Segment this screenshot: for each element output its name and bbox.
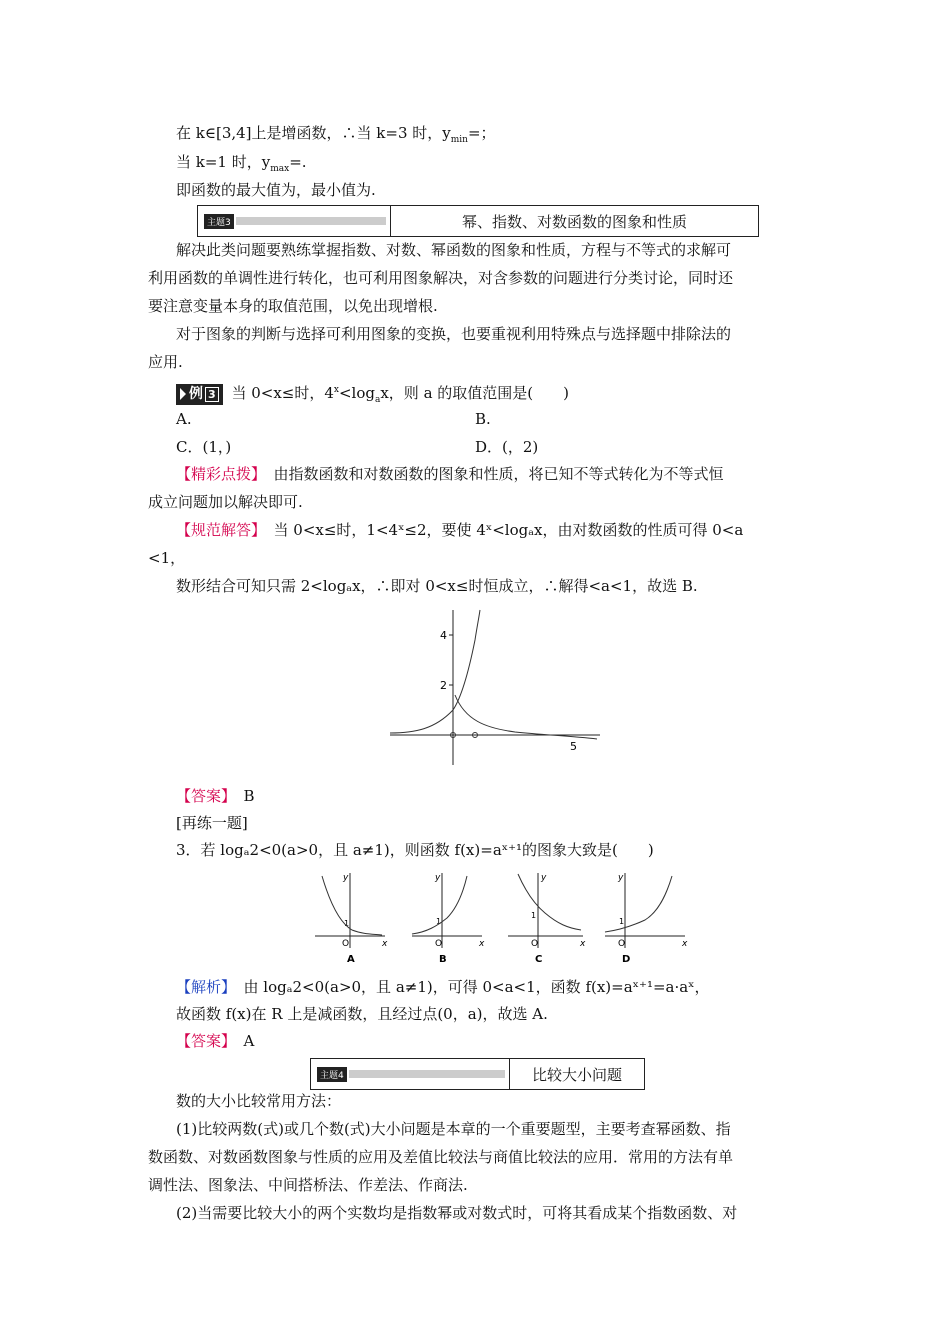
svg-text:y: y	[343, 873, 349, 883]
analysis-tag: 【解析】	[176, 978, 229, 996]
graph-d	[605, 873, 688, 965]
svg-text:x: x	[580, 939, 586, 949]
text-line: 应用.	[148, 353, 183, 371]
svg-text:O: O	[435, 939, 443, 949]
y-tick-4: 4	[440, 629, 447, 642]
topic-header	[310, 1058, 645, 1090]
function-graph	[385, 605, 605, 770]
text-line: 数函数、对数函数图象与性质的应用及差值比较法与商值比较法的应用．常用的方法有单	[148, 1148, 734, 1166]
text-line: (1)比较两数(式)或几个数(式)大小问题是本章的一个重要题型，主要考查幂函数、指	[176, 1120, 731, 1138]
answer-tag: 【答案】	[176, 787, 229, 805]
svg-text:y: y	[435, 873, 441, 883]
example-badge: 例 3	[176, 384, 223, 405]
graph-a	[315, 873, 388, 965]
practice-header: [再练一题]	[176, 814, 248, 832]
topic-bar	[349, 1070, 505, 1078]
hint-line: 【精彩点拨】 由指数函数和对数函数的图象和性质，将已知不等式转化为不等式恒	[176, 465, 724, 483]
svg-text:y: y	[618, 873, 624, 883]
text-line: 要注意变量本身的取值范围，以免出现增根.	[148, 297, 438, 315]
practice-question: 3．若 logₐ2<0(a>0，且 a≠1)，则函数 f(x)=aˣ⁺¹的图象大致是( )	[176, 841, 654, 859]
svg-text:1: 1	[344, 919, 350, 928]
option-d: D．(，2)	[475, 438, 539, 456]
exp-curve	[390, 610, 480, 733]
choice-graphs	[310, 868, 695, 968]
svg-text:x: x	[479, 939, 485, 949]
topic-title: 比较大小问题	[531, 1065, 622, 1084]
text-line: <1，	[148, 549, 186, 567]
text-line: 在 k∈[3,4]上是增函数，∴当 k=3 时，$y_{min}=$；	[176, 124, 496, 145]
svg-text:x: x	[682, 939, 688, 949]
text-line: 对于图象的判断与选择可利用图象的变换，也要重视利用特殊点与选择题中排除法的	[176, 325, 732, 343]
label-d: D	[622, 954, 631, 965]
svg-text:1: 1	[531, 911, 537, 920]
solution-tag: 【规范解答】	[176, 521, 259, 539]
option-b: B.	[475, 410, 491, 428]
x-tick-5: 5	[570, 740, 577, 753]
svg-text:O: O	[342, 939, 350, 949]
topic-badge: 主题3	[204, 214, 234, 229]
topic-bar	[236, 217, 386, 225]
svg-text:x: x	[382, 939, 388, 949]
svg-text:1: 1	[619, 917, 625, 926]
svg-text:O: O	[531, 939, 539, 949]
text-line: (2)当需要比较大小的两个实数均是指数幂或对数式时，可将其看成某个指数函数、对	[176, 1204, 738, 1222]
solution-line: 【规范解答】 当 0<x≤时，1<4ˣ≤2，要使 4ˣ<logₐx，由对数函数的性质可得 0<a	[176, 521, 744, 539]
label-b: B	[439, 954, 447, 965]
label-c: C	[535, 954, 543, 965]
answer-line: 【答案】 A	[176, 1032, 255, 1050]
text-line: 当 k=1 时，$y_{max}=$.	[176, 153, 307, 174]
answer-tag: 【答案】	[176, 1032, 229, 1050]
text-line: 成立问题加以解决即可.	[148, 493, 303, 511]
text-line: 利用函数的单调性进行转化，也可利用图象解决，对含参数的问题进行分类讨论，同时还	[148, 269, 734, 287]
option-a: A.	[176, 410, 192, 428]
svg-text:y: y	[541, 873, 547, 883]
text-line: 数的大小比较常用方法：	[176, 1092, 342, 1110]
text-line: 数形结合可知只需 2<logₐx，∴即对 0<x≤时恒成立，∴解得<a<1，故选 B.	[176, 577, 698, 595]
example-question: 例 3 当 0<x≤时，$4^x<\log_ax$，则 a 的取值范围是( )	[176, 380, 569, 410]
topic-title: 幂、指数、对数函数的图象和性质	[461, 212, 687, 231]
hint-tag: 【精彩点拨】	[176, 465, 259, 483]
text-line: 即函数的最大值为，最小值为.	[176, 181, 376, 199]
option-c: C．(1，)	[176, 438, 232, 456]
svg-text:O: O	[618, 939, 626, 949]
text-line: 故函数 f(x)在 R 上是减函数，且经过点(0，a)，故选 A.	[176, 1005, 548, 1023]
answer-line: 【答案】 B	[176, 787, 255, 805]
topic-badge: 主题4	[317, 1067, 347, 1082]
text-line: 解决此类问题要熟练掌握指数、对数、幂函数的图象和性质，方程与不等式的求解可	[176, 241, 732, 259]
text-line: 调性法、图象法、中间搭桥法、作差法、作商法.	[148, 1176, 468, 1194]
analysis-line: 【解析】 由 logₐ2<0(a>0，且 a≠1)，可得 0<a<1，函数 f(x)=aˣ⁺¹=a·aˣ，	[176, 978, 710, 996]
svg-text:1: 1	[436, 917, 442, 926]
y-tick-2: 2	[440, 679, 447, 692]
graph-c	[508, 873, 586, 965]
topic-header	[197, 205, 759, 237]
graph-b	[412, 873, 485, 965]
label-a: A	[347, 954, 355, 965]
